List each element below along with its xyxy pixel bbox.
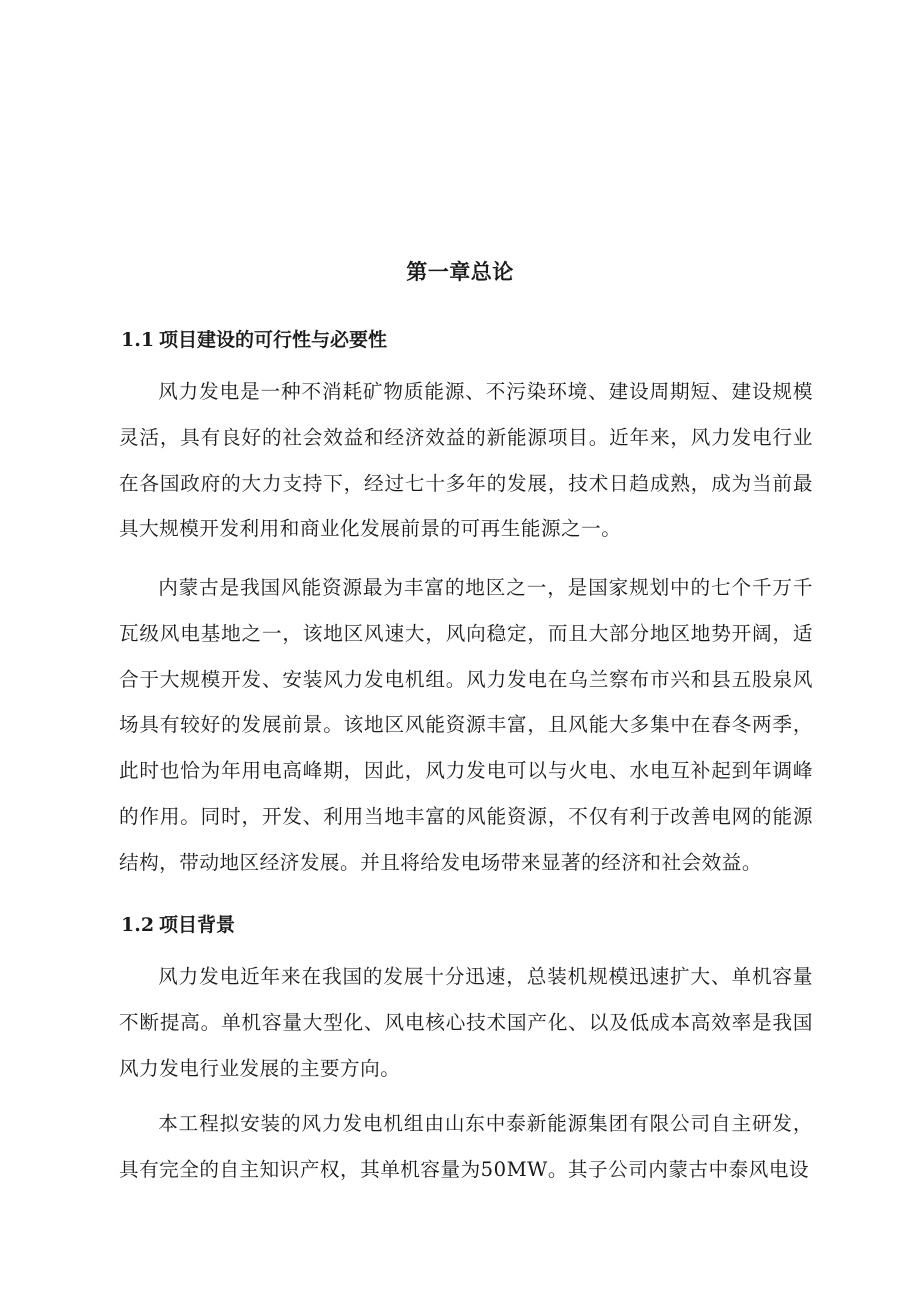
paragraph: 本工程拟安装的风力发电机组由山东中泰新能源集团有限公司自主研发，具有完全的自主知识产权，其单机容量为50MW。其子公司内蒙古中泰风电设	[119, 1112, 813, 1181]
section-heading-1-1	[121, 325, 387, 352]
section-number: 1.2	[121, 914, 155, 936]
paragraph: 风力发电是一种不消耗矿物质能源、不污染环境、建设周期短、建设规模灵活，具有良好的社会效益和经济效益的新能源项目。近年来，风力发电行业在各国政府的大力支持下，经过七十多年的发展，技术日趋成熟，成为当前最具大规模开发利用和商业化发展前景的可再生能源之一。	[119, 380, 813, 541]
chapter-title: 第一章总论	[406, 260, 514, 284]
section-title: 项目背景	[159, 914, 236, 936]
paragraph: 内蒙古是我国风能资源最为丰富的地区之一，是国家规划中的七个千万千瓦级风电基地之一，该地区风速大，风向稳定，而且大部分地区地势开阔，适合于大规模开发、安装风力发电机组。风力发电在乌兰察布市兴和县五股泉风场具有较好的发展前景。该地区风能资源丰富，且风能大多集中在春冬两季，此时也恰为年用电高峰期，因此，风力发电可以与火电、水电互补起到年调峰的作用。同时，开发、利用当地丰富的风能资源，不仅有利于改善电网的能源结构，带动地区经济发展。并且将给发电场带来显著的经济和社会效益。	[119, 576, 813, 874]
section-title: 项目建设的可行性与必要性	[159, 329, 388, 351]
section-number: 1.1	[121, 329, 155, 351]
paragraph: 风力发电近年来在我国的发展十分迅速，总装机规模迅速扩大、单机容量不断提高。单机容量大型化、风电核心技术国产化、以及低成本高效率是我国风力发电行业发展的主要方向。	[119, 965, 813, 1080]
section-heading-1-2	[121, 910, 235, 937]
